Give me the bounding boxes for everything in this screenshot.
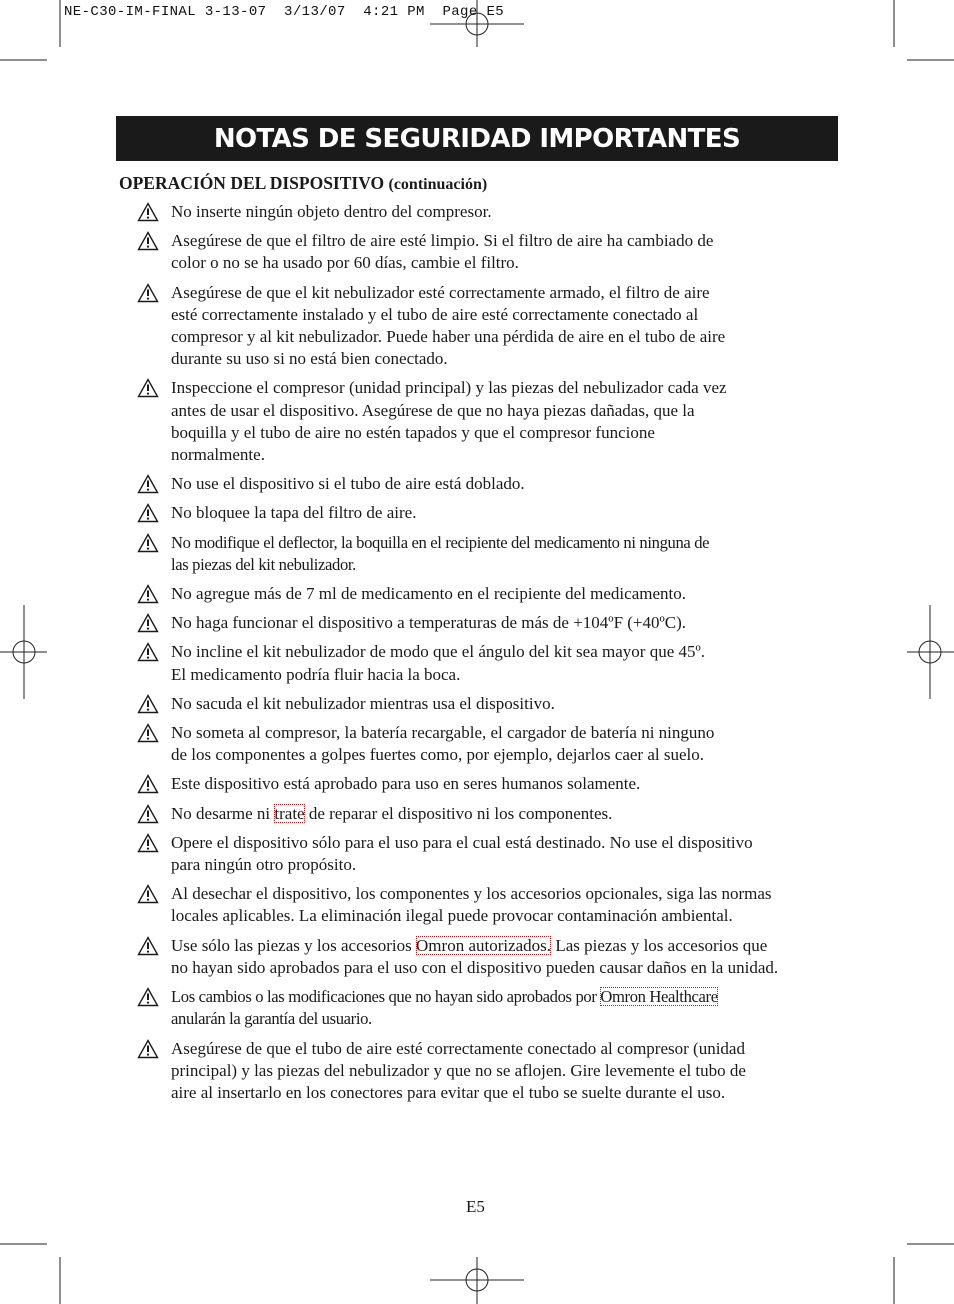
page-number: E5 [466, 1197, 485, 1216]
warning-item [137, 377, 847, 466]
warning-text: Asegúrese de que el filtro de aire esté limpio. Si el filtro de aire ha cambiado de color o no se ha usado por 60 días, cambie el filtro. [171, 231, 714, 273]
warning-text: No agregue más de 7 ml de medicamento en el recipiente del medicamento. [171, 584, 686, 604]
warning-item [137, 722, 847, 766]
warning-text-part: No desarme ni [171, 803, 275, 823]
warning-item [137, 230, 847, 274]
warning-item [137, 693, 847, 715]
section-heading [119, 173, 487, 194]
warning-triangle-icon [137, 533, 159, 553]
warning-item [137, 532, 847, 576]
warning-text: Asegúrese de que el kit nebulizador esté correctamente armado, el filtro de aire esté correctamente instalado y el tubo de aire esté correctamente conectado al compresor y al kit nebulizador. Puede haber una pérdida de aire en el tubo de aire durante su uso si no está bien conectado. [171, 282, 726, 369]
page-title: NOTAS DE SEGURIDAD IMPORTANTES [213, 123, 741, 154]
warning-text: Al desechar el dispositivo, los componentes y los accesorios opcionales, siga las normas locales aplicables. La eliminación ilegal puede provocar contaminación ambiental. [171, 884, 772, 926]
warning-triangle-icon [137, 613, 159, 633]
warning-text: No use el dispositivo si el tubo de aire está doblado. [171, 474, 525, 494]
page-title-banner [116, 116, 838, 161]
warning-text: Opere el dispositivo sólo para el uso para el cual está destinado. No use el dispositivo para ningún otro propósito. [171, 832, 753, 875]
warning-item [137, 502, 847, 524]
warning-triangle-icon [137, 503, 159, 523]
section-title: OPERACIÓN DEL DISPOSITIVO [119, 173, 385, 193]
warning-text: No inserte ningún objeto dentro del compresor. [171, 202, 492, 221]
warning-text: No sacuda el kit nebulizador mientras usa el dispositivo. [171, 693, 555, 713]
warning-text: No someta al compresor, la batería recargable, el cargador de batería ni ninguno de los componentes a golpes fuertes como, por ejemplo, dejarlos caer al suelo. [171, 723, 715, 765]
warning-text-part: de reparar el dispositivo ni los componentes. [304, 803, 613, 823]
warning-item [137, 282, 847, 371]
warning-item [137, 803, 847, 825]
warning-triangle-icon [137, 231, 159, 251]
warning-triangle-icon [137, 884, 159, 904]
warning-triangle-icon [137, 642, 159, 662]
warning-item [137, 1038, 847, 1105]
warning-text-part: Use sólo las piezas y los accesorios [171, 935, 417, 955]
warning-triangle-icon [137, 936, 159, 956]
warning-triangle-icon [137, 202, 159, 222]
warning-triangle-icon [137, 1039, 159, 1059]
warning-text: Asegúrese de que el tubo de aire esté correctamente conectado al compresor (unidad principal) y las piezas del nebulizador y que no se aflojen. Gire levemente el tubo de aire al insertarlo en los conectores para evitar que el tubo se suelte durante el uso. [171, 1038, 746, 1102]
warning-text: No modifique el deflector, la boquilla en el recipiente del medicamento ni ninguna de las piezas del kit nebulizador. [171, 532, 710, 574]
warning-item [137, 612, 847, 634]
warning-triangle-icon [137, 774, 159, 794]
warning-triangle-icon [137, 283, 159, 303]
warning-triangle-icon [137, 474, 159, 494]
warning-item [137, 986, 847, 1030]
warning-item [137, 883, 847, 927]
warning-item [137, 935, 847, 979]
warning-text: No incline el kit nebulizador de modo que el ángulo del kit sea mayor que 45º. El medicamento podría fluir hacia la boca. [171, 642, 706, 684]
warning-text: Inspeccione el compresor (unidad principal) y las piezas del nebulizador cada vez antes de usar el dispositivo. Asegúrese de que no haya piezas dañadas, que la boquilla y el tubo de aire no estén tapados y que el compresor funcione normalmente. [171, 378, 727, 465]
warning-item [137, 583, 847, 605]
section-continuation: (continuación) [388, 176, 488, 193]
warning-triangle-icon [137, 378, 159, 398]
warning-triangle-icon [137, 833, 159, 853]
print-slug: NE-C30-IM-FINAL 3-13-07 3/13/07 4:21 PM Page E5 [64, 4, 505, 20]
warning-triangle-icon [137, 723, 159, 743]
warning-text [171, 986, 847, 1030]
warning-text-part: Las piezas y los accesorios que no hayan sido aprobados para el uso con el dispositivo pueden causar daños en la unidad. [171, 935, 779, 977]
warning-triangle-icon [137, 694, 159, 714]
highlighted-term: trate [274, 803, 305, 823]
warning-item [137, 473, 847, 495]
warning-triangle-icon [137, 987, 159, 1007]
warning-text-part: anularán la garantía del usuario. [171, 1009, 372, 1029]
highlighted-term: Omron autorizados. [416, 935, 552, 955]
highlighted-term: Omron Healthcare [600, 987, 718, 1007]
warning-list [137, 201, 847, 1111]
warning-text-part: Los cambios o las modificaciones que no hayan sido aprobados por [171, 987, 601, 1007]
warning-text: Este dispositivo está aprobado para uso en seres humanos solamente. [171, 774, 641, 794]
warning-text: No bloquee la tapa del filtro de aire. [171, 503, 417, 523]
warning-text [171, 935, 847, 979]
warning-text [171, 803, 847, 825]
warning-triangle-icon [137, 804, 159, 824]
warning-text: No haga funcionar el dispositivo a temperaturas de más de +104ºF (+40ºC). [171, 613, 687, 633]
warning-item [137, 773, 847, 795]
warning-item [137, 832, 847, 876]
warning-item [137, 641, 847, 685]
warning-item [137, 201, 847, 223]
warning-triangle-icon [137, 584, 159, 604]
